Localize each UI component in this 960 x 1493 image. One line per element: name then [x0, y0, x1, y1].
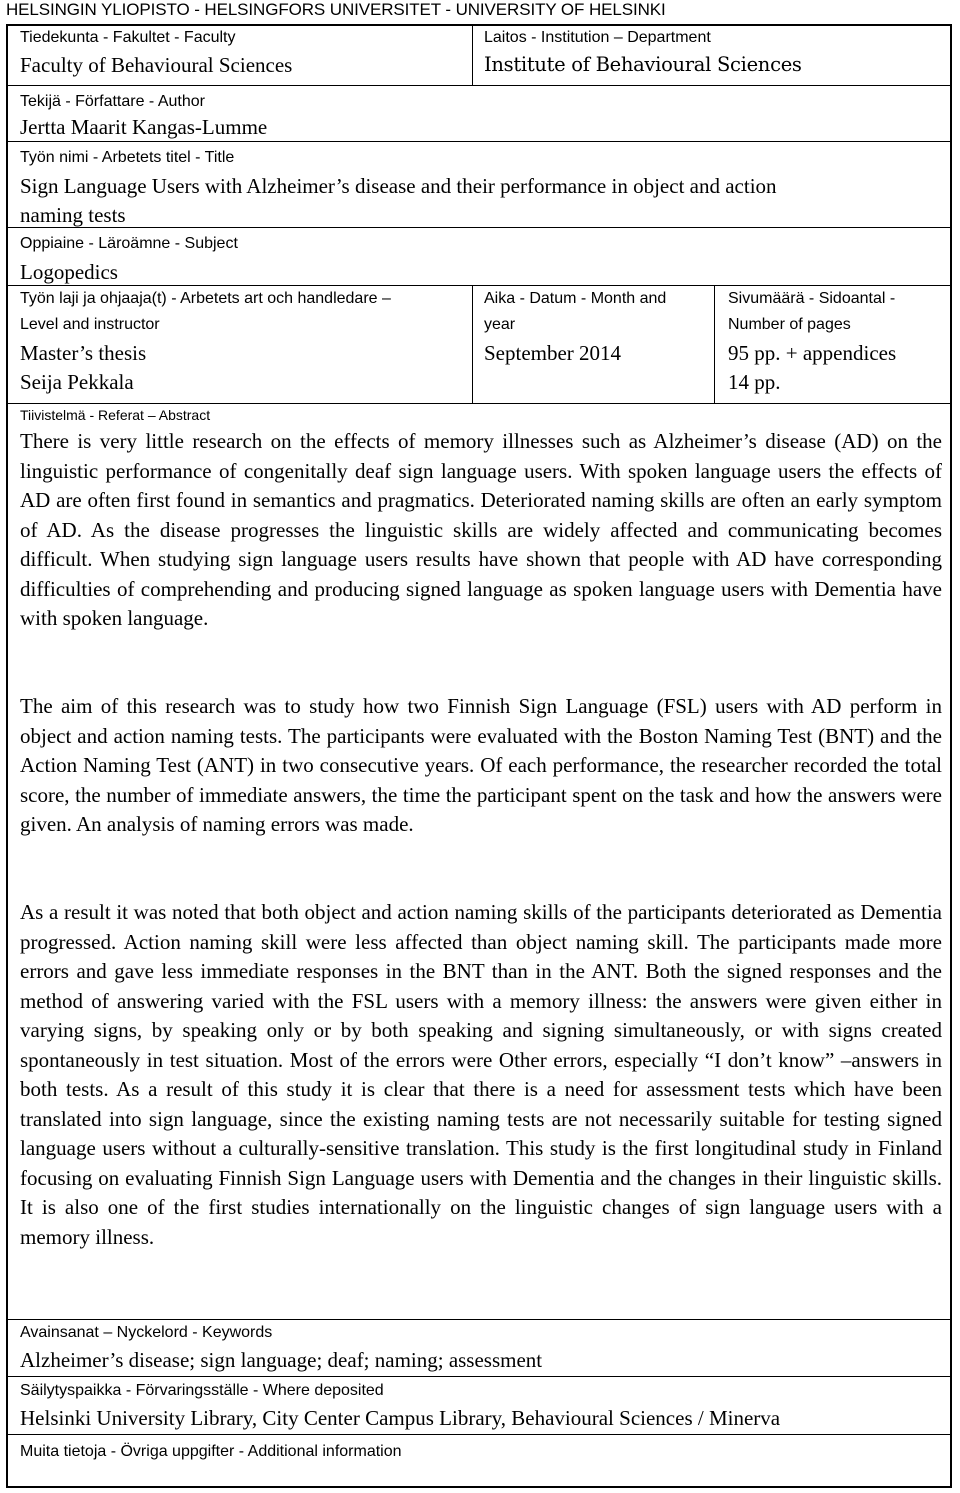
- subject-value: Logopedics: [20, 260, 118, 284]
- title-line-1: Sign Language Users with Alzheimer’s disease and their performance in object and action: [20, 174, 777, 198]
- faculty-value: Faculty of Behavioural Sciences: [20, 53, 293, 77]
- date-label-line-1: Aika - Datum - Month and: [484, 290, 667, 307]
- author-label: Tekijä - Författare - Author: [20, 93, 205, 110]
- title-line-2: naming tests: [20, 203, 126, 227]
- abstract-paragraph-2: The aim of this research was to study how two Finnish Sign Language (FSL) users with AD perform in object and action naming tests. The participants were evaluated with the Boston Naming Test (BNT) and the Action Naming Test (ANT) in two consecutive years. Of each performance, the researcher recorded the total score, the number of immediate answers, the time the participant spent on the task and how the answers were given. An analysis of naming errors was made.: [20, 694, 942, 836]
- date-value: September 2014: [484, 341, 622, 365]
- level-value: Master’s thesis: [20, 341, 147, 365]
- university-header: HELSINGIN YLIOPISTO - HELSINGFORS UNIVERSITET - UNIVERSITY OF HELSINKI: [6, 0, 666, 19]
- abstract-label: Tiivistelmä - Referat – Abstract: [20, 407, 211, 423]
- level-label-line-2: Level and instructor: [20, 316, 160, 333]
- deposited-row: [8, 1377, 950, 1435]
- keywords-label: Avainsanat – Nyckelord - Keywords: [20, 1324, 273, 1341]
- level-label-line-1: Työn laji ja ohjaaja(t) - Arbetets art och handledare –: [20, 290, 391, 307]
- title-label: Työn nimi - Arbetets titel - Title: [20, 149, 235, 166]
- title-row: [8, 142, 950, 228]
- date-label-line-2: year: [484, 316, 516, 333]
- pages-appendices-value: 14 pp.: [728, 370, 781, 394]
- abstract-paragraph-3: As a result it was noted that both object and action naming skills of the participants deteriorated as Dementia progressed. Action naming skill were less affected than object naming skill. The participants made more errors and gave less immediate responses in the BNT than in the ANT. Both the signed responses and the method of answering varied with the FSL users with a memory illness: the answers were given either in varying signs, by speaking only or by both speaking and signing simultaneously, or with signs created spontaneously in test situation. Most of the errors were Other errors, especially “I don’t know” –answers in both tests. As a result of this study it is clear that there is a need for assessment tests which have been translated into sign language, since the existing naming tests are not necessarily suitable for testing signed language users without a culturally-sensitive translation. This study is the first longitudinal study in Finland focusing on evaluating Finnish Sign Language users with Dementia and the changes in their linguistic skills. It is also one of the first studies internationally on the linguistic changes of sign language users with a memory illness.: [20, 900, 942, 1249]
- department-cell: [472, 26, 950, 85]
- date-cell: [472, 286, 714, 403]
- abstract-form: [6, 24, 952, 1488]
- author-value: Jertta Maarit Kangas-Lumme: [20, 115, 268, 139]
- department-label: Laitos - Institution – Department: [484, 29, 711, 46]
- additional-info-row: [8, 1435, 950, 1486]
- faculty-cell: [8, 26, 472, 85]
- pages-label-line-1: Sivumäärä - Sidoantal -: [728, 290, 896, 307]
- subject-label: Oppiaine - Läroämne - Subject: [20, 235, 238, 252]
- abstract-paragraph-1: There is very little research on the effects of memory illnesses such as Alzheimer’s disease (AD) on the linguistic performance of congenitally deaf sign language users. With spoken language users the effects of AD are often first found in semantics and pragmatics. Deteriorated naming skills are often an early symptom of AD. As the disease progresses the linguistic skills are widely affected and communicating becomes difficult. When studying sign language users results have shown that people with AD have corresponding difficulties of comprehending and producing signed language as spoken language users with Dementia have with spoken language.: [20, 429, 942, 630]
- level-cell: [8, 286, 472, 403]
- faculty-label: Tiedekunta - Fakultet - Faculty: [20, 29, 236, 46]
- additional-info-label: Muita tietoja - Övriga uppgifter - Additional information: [20, 1443, 402, 1460]
- author-row: [8, 86, 950, 142]
- faculty-department-row: [8, 26, 950, 86]
- pages-value: 95 pp. + appendices: [728, 341, 897, 365]
- level-date-pages-row: [8, 286, 950, 404]
- keywords-row: [8, 1320, 950, 1377]
- keywords-value: Alzheimer’s disease; sign language; deaf; naming; assessment: [20, 1348, 543, 1372]
- deposited-label: Säilytyspaikka - Förvaringsställe - Where deposited: [20, 1382, 384, 1399]
- pages-cell: [714, 286, 950, 403]
- pages-label-line-2: Number of pages: [728, 316, 851, 333]
- subject-row: [8, 228, 950, 286]
- deposited-value: Helsinki University Library, City Center Campus Library, Behavioural Sciences / Minerva: [20, 1406, 781, 1430]
- instructor-value: Seija Pekkala: [20, 370, 134, 394]
- department-value: Institute of Behavioural Sciences: [484, 53, 802, 76]
- abstract-row: [8, 404, 950, 1320]
